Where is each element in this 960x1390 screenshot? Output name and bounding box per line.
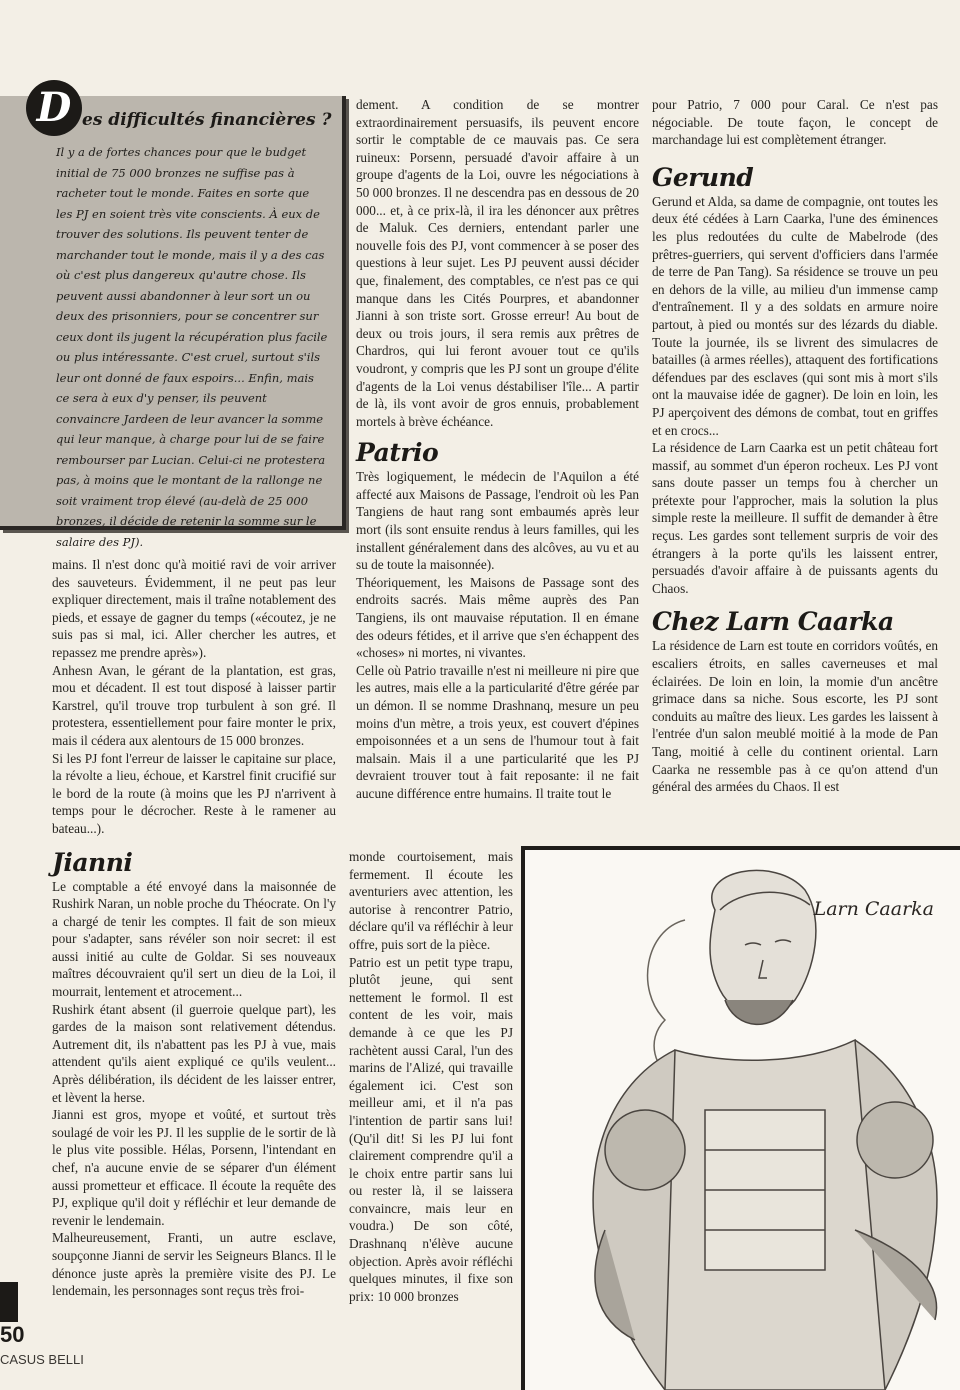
paragraph: Patrio est un petit type trapu, plutôt jeune, qui sent nettement le formol. Il est content de les voir, mais demande à ce que les PJ rachètent aussi Caral, l'un des marins de l'Alizé, qui travaille également ici. C'est son meilleur ami, et il n'a pas l'intention de partir sans lui! (Qu'il dit! Si les PJ lui font clairement comprendre qu'il a le choix entre partir sans lui ou rester là, il se laissera convaincre, mais leur en voudra.) De son côté, Drashnanq n'élève aucune objection. Après avoir réfléchi quelques minutes, il fixe son prix: 10 000 bronzes	[349, 954, 513, 1304]
paragraph: pour Patrio, 7 000 pour Caral. Ce n'est pas négociable. De toute façon, le concept de marchandage lui est complètement étranger.	[652, 97, 938, 148]
paragraph: Le comptable a été envoyé dans la maisonnée de Rushirk Naran, un noble proche du Théocrate. On l'y a chargé de tenir les comptes. Il fait de son mieux pour s'adapter, sans révéler son noir secret: il est aussi initié au culte de Goldar. Si ses nouveaux maîtres découvraient qu'il sert un dieu de la Loi, il mourrait, lentement et atrocement...	[52, 878, 336, 1000]
paragraph: dement. A condition de se montrer extraordinairement persuasifs, ils peuvent encore sortir le comptable de ce mauvais pas. Ce sera ruineux: Porsenn, persuadé d'avoir affaire à un groupe d'agents de la Loi, ouvre les négociations à 50 000 bronzes. Il ne descendra pas en dessous de 20 000... et, à ce prix-là, il ira les dénoncer aux prêtres de Maluk. Ces derniers, entendant parler une nouvelle fois des PJ, vont commencer à se poser des questions à leur sujet. Les PJ peuvent aussi décider que, finalement, des comptables, ce n'est pas ce qui manque dans les Cités Pourpres, et abandonner Jianni à son triste sort. Grosse erreur! Au bout de deux ou trois jours, il sera remis aux prêtres de Chardros, qui lui feront avouer tout ce qu'ils voudront, y compris que les PJ sont un groupe d'élite d'agents de la Loi venus déstabiliser l'île... A partir de là, ils vont avoir de gros ennuis, probablement mortels à brève échéance.	[356, 97, 639, 429]
column-2-narrow	[349, 848, 513, 1305]
heading-patrio: Patrio	[356, 438, 439, 468]
paragraph: mains. Il n'est donc qu'à moitié ravi de voir arriver des sauveteurs. Évidemment, il ne peut pas leur expliquer directement, mais il traîne notablement des pieds, et essaye de gagner du temps («écoutez, je ne suis pas si mal, ici. Aller chercher les autres, et repassez me prendre après»).	[52, 557, 336, 660]
paragraph: Très logiquement, le médecin de l'Aquilon a été affecté aux Maisons de Passage, l'endroit où les Pan Tangiens de haut rang sont embaumés après leur mort (ils sont ensuite rendus à leurs familles, qui les installent généralement dans des alcôves, au vu et au su de toute la maisonnée).	[356, 469, 639, 573]
paragraph: Gerund et Alda, sa dame de compagnie, ont toutes les deux été cédées à Larn Caarka, l'une des éminences les plus redoutées du culte de Mabelrode (des prêtres-guerriers, qui servent d'officiers dans l'armée de terre de Pan Tang). Sa résidence se trouve un peu en dehors de la ville, au milieu d'un immense camp d'entraînement. Il y a des soldats en armure noire partout, à pied ou montés sur des lézards du diable. Toute la journée, ils se livrent des simulacres de batailles (à armes réelles), attaquent des fortifications défendues par des esclaves (qui sont mis à mort s'ils ont la mauvaise idée de gagner). De loin en loin, les PJ aperçoivent des démons de combat, tout en griffes et en crocs...	[652, 193, 938, 438]
paragraph: monde courtoisement, mais fermement. Il écoute les aventuriers avec attention, les autorise à rencontrer Patrio, déclare qu'il va réfléchir à leur offre, puis sort de la pièce.	[349, 849, 513, 952]
portrait-illustration	[521, 846, 960, 1390]
drop-cap: D	[26, 80, 82, 136]
heading-larn: Chez Larn Caarka	[652, 607, 894, 637]
paragraph: Anhesn Avan, le gérant de la plantation, est gras, mou et décadent. Il est tout disposé à laisser partir Karstrel, qu'il trouve trop turbulent à son gré. Il protestera, essentiellement pour faire monter le prix, mais il cédera aux alentours de 15 000 bronzes.	[52, 662, 336, 748]
paragraph: Jianni est gros, myope et voûté, et surtout très soulagé de voir les PJ. Il les supplie de le sortir de là le plus vite possible. Hélas, Porsenn, l'intendant en chef, n'a aucune envie de se séparer d'un élément aussi prometteur et efficace. Il écoute la requête des PJ, explique qu'il doit y réfléchir et leur demande de revenir le lendemain.	[52, 1107, 336, 1228]
sidebar-title: es difficultés financières ?	[82, 110, 332, 130]
portrait-caption: Larn Caarka	[813, 898, 934, 920]
paragraph: Si les PJ font l'erreur de laisser le capitaine sur place, la révolte a lieu, échoue, et Karstrel finit crucifié sur le bord de la route (à moins que les PJ n'arrivent à temps pour le décrocher. Reste à le ramener au bateau...).	[52, 750, 336, 836]
page-number: 50	[0, 1322, 25, 1347]
paragraph: La résidence de Larn Caarka est un petit château fort massif, au sommet d'un éperon rocheux. Les PJ vont sans doute passer un temps fou à chercher un prétexte pour l'approcher, mais la solution la plus simple reste la meilleure. Il suffit de demander à être reçus. Les gardes sont tellement surpris de voir des étrangers à la porte qu'ils les laissent entrer, persuadés d'avoir affaire à de puissants agents du Chaos.	[652, 440, 938, 596]
column-2	[356, 96, 639, 803]
portrait-drawing	[525, 850, 960, 1390]
heading-jianni: Jianni	[52, 847, 133, 877]
paragraph: Celle où Patrio travaille n'est ni meilleure ni pire que les autres, mais elle a la particularité d'être gérée par un démon. Il se nomme Drashnanq, mesure un peu moins d'un mètre, a trois yeux, est couvert d'épines empoisonnées et a un sens de l'humour tout à fait malsain. Mais il a une particularité que les PJ devraient trouver tout à fait reposante: il ne fait aucune différence entre humains. Il traite tout le	[356, 662, 639, 801]
heading-gerund: Gerund	[652, 162, 754, 192]
footer-bar	[0, 1282, 18, 1322]
paragraph: Malheureusement, Franti, un autre esclave, soupçonne Jianni de servir les Seigneurs Blancs. Il le dénonce juste après la première visite des PJ. Le lendemain, les personnages sont reçus très froi-	[52, 1230, 336, 1299]
paragraph: La résidence de Larn est toute en corridors voûtés, en escaliers étroits, en salles caverneuses et mal éclairées. De loin en loin, la momie d'un ancêtre grimace dans sa niche. Sous escorte, les PJ sont conduits au maître des lieux. Les gardes les laissent à l'entrée d'un salon meublé moitié à la mode de Pan Tang, moitié à celle du continent oriental. Larn Caarka ne ressemble pas à ce qu'on attend d'un général des armées du Chaos. Il est	[652, 638, 938, 795]
sidebar-text: Il y a de fortes chances pour que le budget initial de 75 000 bronzes ne suffise pas à racheter tout le monde. Faites en sorte que les PJ en soient très vite conscients. À eux de trouver des solutions. Ils peuvent tenter de marchander tout le monde, mais il y a des cas où c'est plus dangereux qu'autre chose. Ils peuvent aussi abandonner à leur sort un ou deux des prisonniers, pour se concentrer sur ceux dont ils jugent la récupération plus facile ou plus intéressante. C'est cruel, surtout s'ils leur ont donné de faux espoirs... Enfin, mais ce sera à eux d'y penser, ils peuvent convaincre Jardeen de leur avancer la somme qui leur manque, à charge pour lui de se faire rembourser par Lucian. Celui-ci ne protestera pas, à moins que le montant de la rallonge ne soit vraiment trop élevé (au-delà de 25 000 bronzes, il décide de retenir la somme sur le salaire des PJ).	[56, 145, 328, 549]
column-3	[652, 96, 938, 796]
magazine-name: CASUS BELLI	[0, 1352, 84, 1367]
paragraph: Théoriquement, les Maisons de Passage sont des endroits sacrés. Mais même auprès des Pan Tangiens, ils ont mauvaise réputation. Il en émane des odeurs fétides, et il arrive que s'en échappent des «choses» ni mortes, ni vivantes.	[356, 574, 639, 661]
column-1	[52, 556, 336, 1300]
paragraph: Rushirk étant absent (il guerroie quelque part), les gardes de la maison sont relativement détendus. Autrement dit, ils n'abattent pas les PJ à vue, mais attendent qu'ils aient expliqué ce qu'ils veulent... Après délibération, ils décident de les laisser entrer, et lèvent la herse.	[52, 1001, 336, 1105]
